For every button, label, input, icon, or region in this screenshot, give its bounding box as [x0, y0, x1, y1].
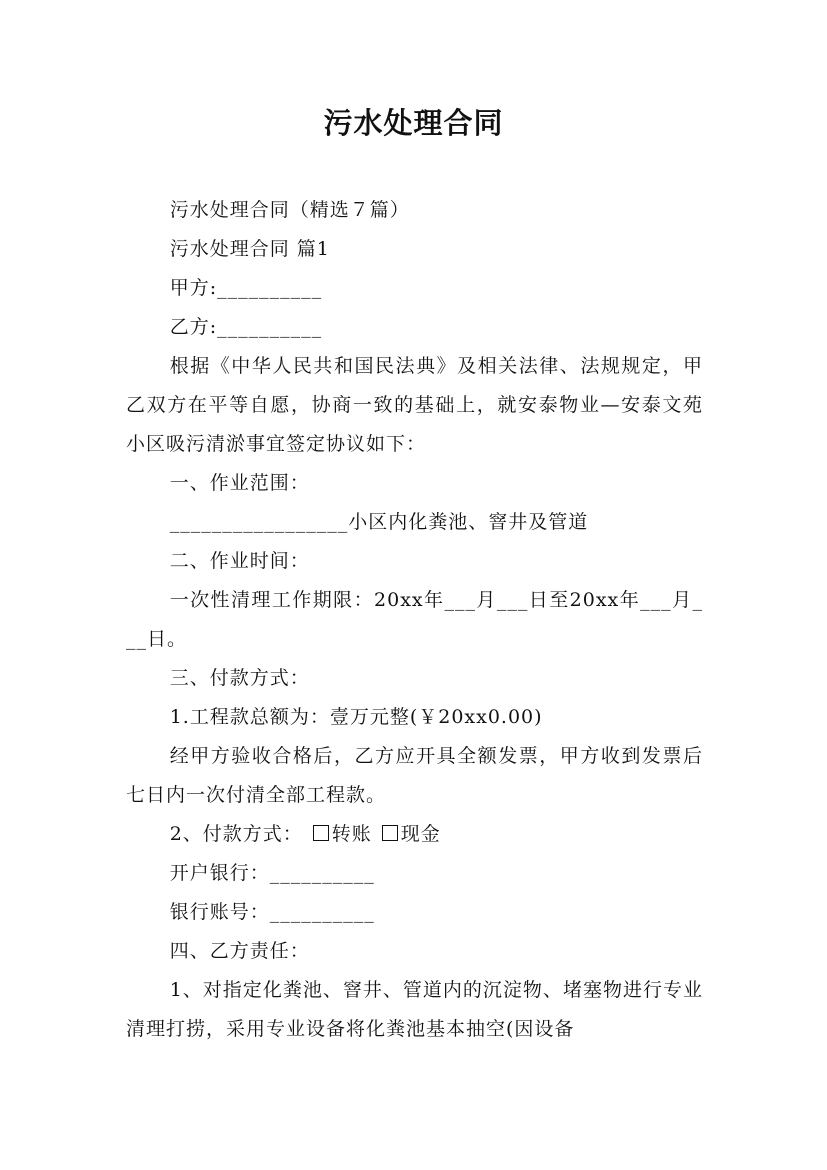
clause-heading: 四、乙方责任： — [169, 940, 310, 962]
clause-heading: 二、作业时间： — [169, 550, 310, 572]
preamble-paragraph: 根据《中华人民共和国民法典》及相关法律、法规规定，甲乙双方在平等自愿，协商一致的基础上，就安泰物业—安泰文苑小区吸污清淤事宜签定协议如下： — [126, 355, 703, 455]
schedule-paragraph: 一次性清理工作期限：20xx年___月___日至20xx年___月___日。 — [126, 589, 703, 650]
party-b-line: 乙方:__________ — [169, 316, 323, 338]
scope-line: _________________小区内化粪池、窨井及管道 — [169, 511, 589, 533]
checkbox-transfer — [313, 825, 329, 841]
transfer-option-label: 转账 — [331, 823, 372, 845]
checkbox-cash — [382, 825, 398, 841]
invoice-paragraph: 经甲方验收合格后，乙方应开具全额发票，甲方收到发票后七日内一次付清全部工程款。 — [126, 745, 703, 806]
cash-option-label: 现金 — [400, 823, 441, 845]
section-heading: 污水处理合同 篇1 — [169, 238, 330, 260]
subtitle-line: 污水处理合同（精选７篇） — [169, 199, 410, 221]
bank-name-line: 开户银行：__________ — [169, 862, 375, 884]
total-amount-line: 1.工程款总额为：壹万元整(￥20xx0.00) — [169, 706, 543, 728]
clause-heading: 一、作业范围： — [169, 472, 310, 494]
payment-method-line — [126, 815, 703, 854]
document-body — [126, 191, 703, 1049]
duty-paragraph: 1、对指定化粪池、窨井、管道内的沉淀物、堵塞物进行专业清理打捞，采用专业设备将化粪池基本抽空(因设备 — [126, 979, 703, 1040]
document-title: 污水处理合同 — [323, 106, 504, 140]
party-a-line: 甲方:__________ — [169, 277, 323, 299]
bank-account-line: 银行账号：__________ — [169, 901, 375, 923]
payment-method-label: 2、付款方式： — [169, 823, 303, 845]
clause-heading: 三、付款方式： — [169, 667, 310, 689]
